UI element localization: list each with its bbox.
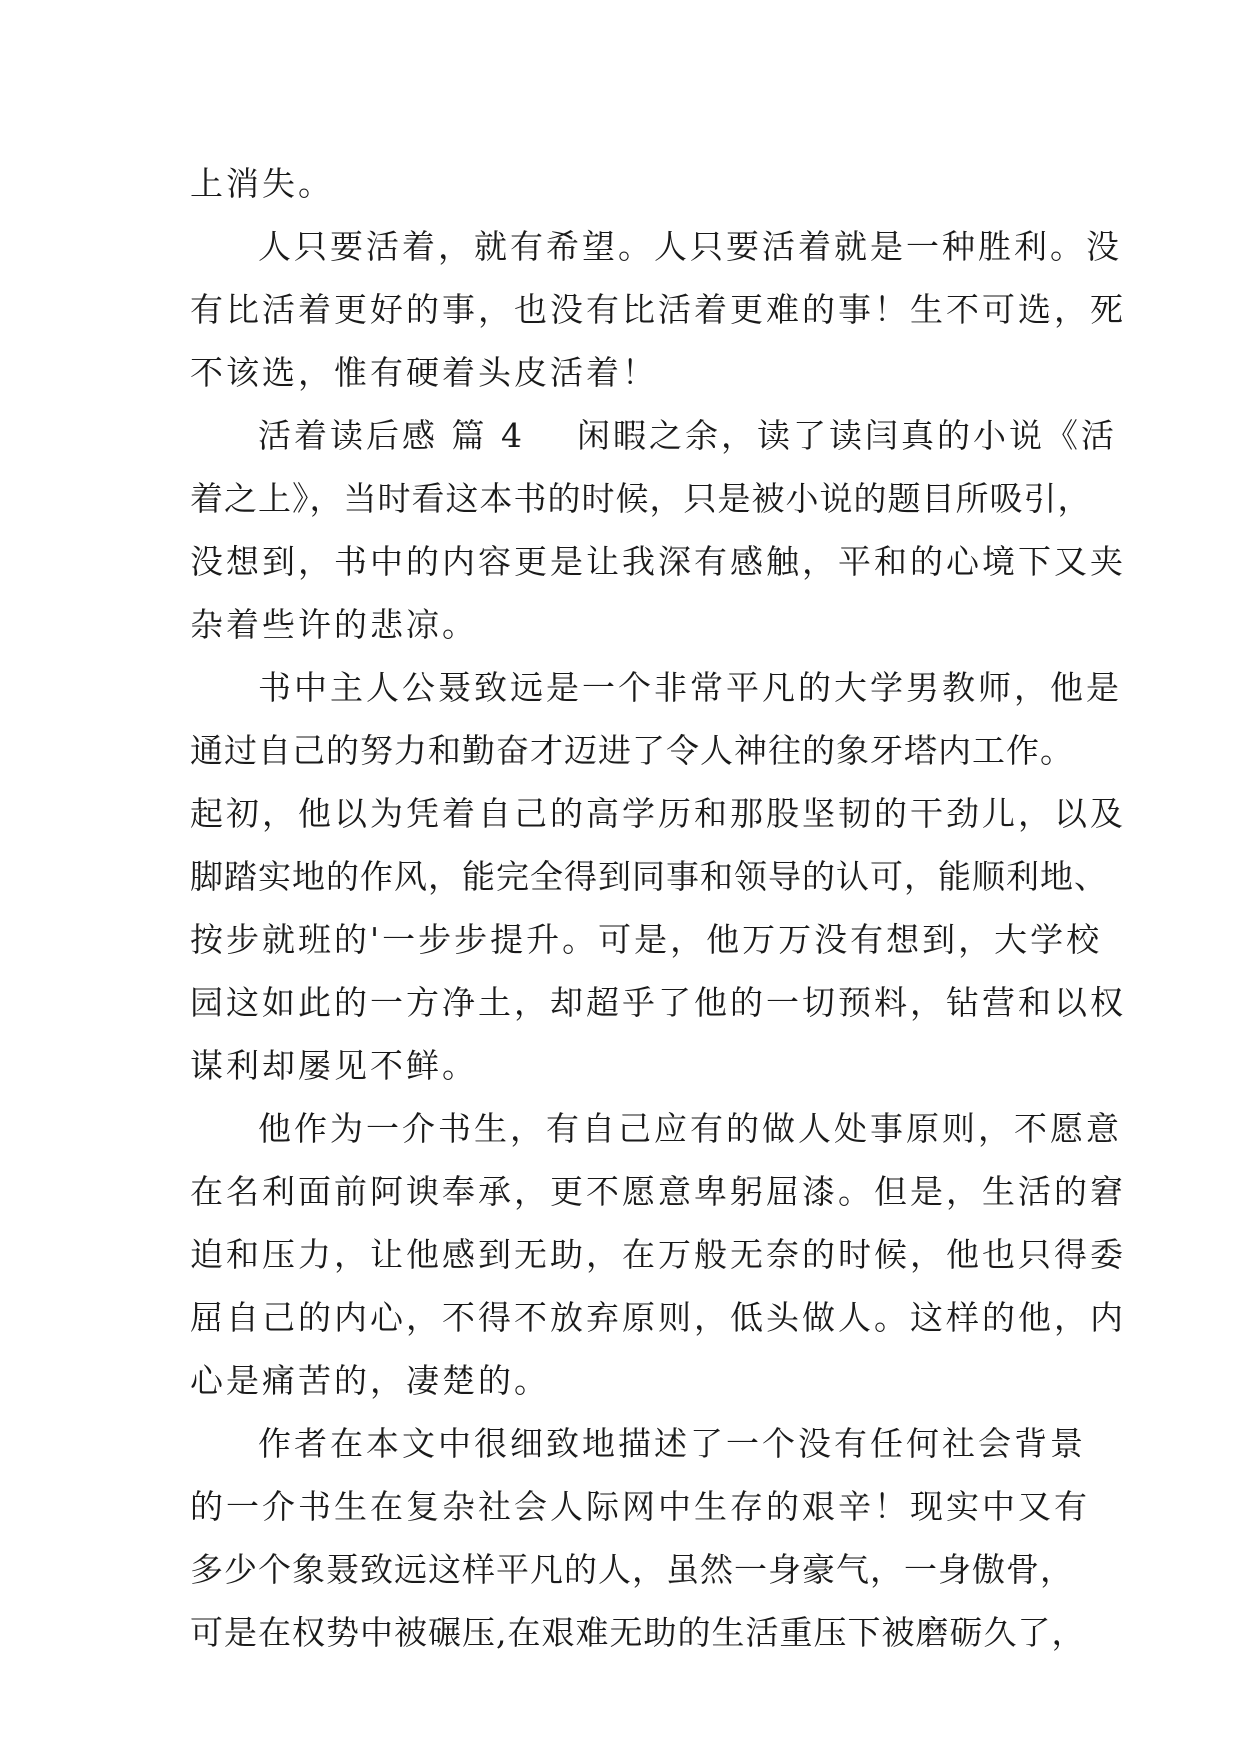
- text-line: 按步就班的'一步步提升。可是，他万万没有想到，大学校: [190, 920, 1103, 959]
- text-line: 通过自己的努力和勤奋才迈进了令人神往的象牙塔内工作。: [190, 731, 1074, 770]
- text-line: 迫和压力，让他感到无助，在万般无奈的时候，他也只得委: [190, 1235, 1126, 1274]
- text-line: 屈自己的内心，不得不放弃原则，低头做人。这样的他，内: [190, 1298, 1126, 1337]
- text-line: 有比活着更好的事，也没有比活着更难的事！生不可选，死: [190, 290, 1126, 329]
- text-line: 杂着些许的悲凉。: [190, 605, 478, 644]
- text-line: 可是在权势中被碾压,在艰难无助的生活重压下被磨砺久了，: [190, 1613, 1086, 1652]
- body-text: [190, 152, 1126, 1664]
- text-line: 上消失。: [190, 164, 334, 203]
- paragraph-start: 书中主人公聂致远是一个非常平凡的大学男教师，他是: [258, 668, 1122, 707]
- text-line: 在名利面前阿谀奉承，更不愿意卑躬屈漆。但是，生活的窘: [190, 1172, 1126, 1211]
- text-line: 脚踏实地的作风，能完全得到同事和领导的认可，能顺利地、: [190, 857, 1108, 896]
- text-line: 心是痛苦的，凄楚的。: [190, 1361, 550, 1400]
- text-line: 起初，他以为凭着自己的高学历和那股坚韧的干劲儿，以及: [190, 794, 1126, 833]
- text-line: 着之上》，当时看这本书的时候，只是被小说的题目所吸引，: [190, 479, 1092, 518]
- text-line: 园这如此的一方净土，却超乎了他的一切预料，钻营和以权: [190, 983, 1126, 1022]
- section-heading: 活着读后感 篇 4: [258, 416, 525, 455]
- paragraph-start: 人只要活着，就有希望。人只要活着就是一种胜利。没: [258, 227, 1122, 266]
- paragraph-start: 作者在本文中很细致地描述了一个没有任何社会背景: [258, 1424, 1086, 1463]
- text-line: 谋利却屡见不鲜。: [190, 1046, 478, 1085]
- text-line: 的一介书生在复杂社会人际网中生存的艰辛！现实中又有: [190, 1487, 1090, 1526]
- section-heading-line: [190, 404, 1117, 467]
- section-heading-text: 闲暇之余，读了读闫真的小说《活: [576, 416, 1117, 455]
- paragraph-start: 他作为一介书生，有自己应有的做人处事原则，不愿意: [258, 1109, 1122, 1148]
- text-line: 不该选，惟有硬着头皮活着！: [190, 353, 658, 392]
- text-line: 没想到，书中的内容更是让我深有感触，平和的心境下又夹: [190, 542, 1126, 581]
- text-line: 多少个象聂致远这样平凡的人，虽然一身豪气，一身傲骨，: [190, 1550, 1074, 1589]
